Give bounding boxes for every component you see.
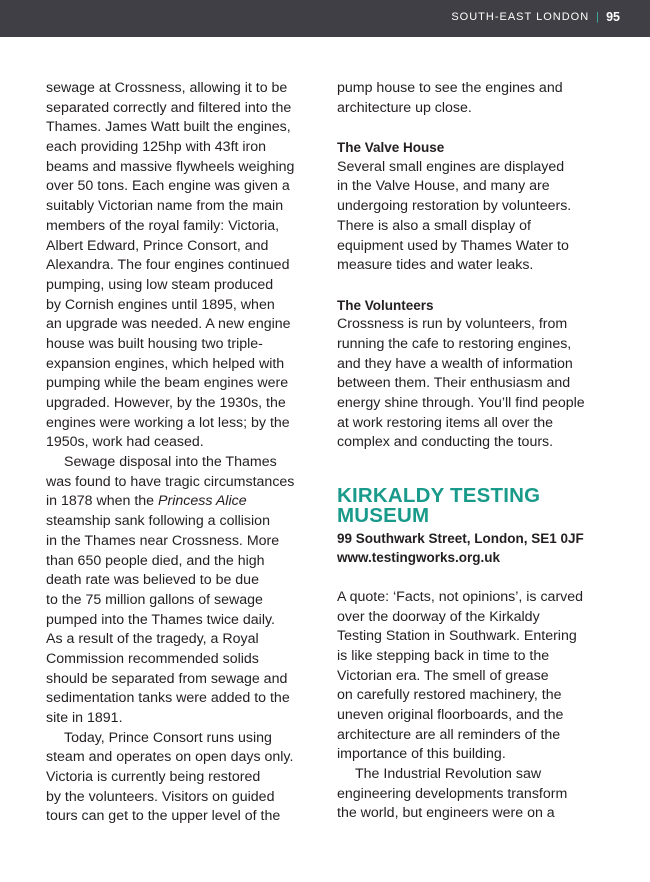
text-line: in the Valve House, and many are [337,178,550,195]
text-line: pumping while the beam engines were [46,375,289,392]
text-line: Several small engines are displayed [337,158,565,175]
spacer [337,568,627,588]
text-line: 1950s, work had ceased. [46,434,204,451]
text-line: engines were working a lot less; by the [46,414,290,431]
text-line: As a result of the tragedy, a Royal [46,631,259,648]
text-line: over 50 tons. Each engine was given a [46,178,290,195]
page-header [0,0,650,37]
spacer [337,118,627,138]
text-line [46,492,322,512]
ship-name: Princess Alice [158,493,247,510]
text-line: sewage at Crossness, allowing it to be [46,80,288,96]
text-line: pump house to see the engines and [337,80,563,96]
text-line: uneven original floorboards, and the [337,706,564,723]
paragraph-crossness-engines [46,79,322,453]
text-line: A quote: ‘Facts, not opinions’, is carved [337,588,584,605]
left-column [46,79,322,827]
museum-address: 99 Southwark Street, London, SE1 0JF [337,530,584,546]
text-line: Victorian era. The smell of grease [337,667,549,684]
text-line: There is also a small display of [337,217,531,234]
text-line: sedimentation tanks were added to the [46,690,290,707]
text-line: beams and massive flywheels weighing [46,158,295,175]
text-line: measure tides and water leaks. [337,257,534,274]
running-head [451,11,606,23]
text-line: at work restoring items all over the [337,414,554,431]
text-line: over the doorway of the Kirkaldy [337,608,540,625]
text-line: separated correctly and filtered into the [46,99,292,116]
paragraph-prince-consort [46,729,322,827]
text-line: an upgrade was needed. A new engine [46,316,291,333]
text-line: Albert Edward, Prince Consort, and [46,237,269,254]
text-line: should be separated from sewage and [46,670,288,687]
spacer [337,276,627,296]
text-line: the world, but engineers were on a [337,805,555,822]
text-line: steam and operates on open days only. [46,749,294,766]
text-line: tours can get to the upper level of the [46,808,281,825]
section-valve-house [337,138,627,276]
text-line: by the volunteers. Visitors on guided [46,788,275,805]
museum-title: KIRKALDY TESTING [337,483,541,507]
text-line: suitably Victorian name from the main [46,198,284,215]
text-line: in the Thames near Crossness. More [46,532,280,549]
museum-website[interactable]: www.testingworks.org.uk [337,550,501,566]
text-line: Sewage disposal into the Thames [64,454,277,471]
paragraph-princess-alice [46,453,322,729]
paragraph-continuation [337,79,627,118]
text-line: Thames. James Watt built the engines, [46,119,291,136]
text-line: steamship sank following a collision [46,513,270,530]
text-line: Today, Prince Consort runs using [64,729,272,746]
subheading: The Volunteers [337,297,434,313]
spacer [337,453,627,473]
text-line: members of the royal family: Victoria, [46,217,280,234]
right-column [337,79,627,824]
text-line: upgraded. However, by the 1930s, the [46,395,286,411]
text-line: Testing Station in Southwark. Entering [337,628,577,645]
text-line: complex and conducting the tours. [337,434,554,451]
text-line: pumped into the Thames twice daily. [46,611,275,628]
text-line: architecture up close. [337,99,472,116]
text-line: was found to have tragic circumstances [46,473,295,490]
text-line: The Industrial Revolution saw [355,766,542,782]
text-line: Alexandra. The four engines continued [46,257,290,274]
text-line: on carefully restored machinery, the [337,687,562,704]
text-line: Crossness is run by volunteers, from [337,316,568,333]
text-line: architecture are all reminders of the [337,726,561,743]
text-line: importance of this building. [337,746,506,763]
header-separator: | [596,11,600,23]
text-line: Commission recommended solids [46,650,259,667]
text-line: is like stepping back in time to the [337,647,550,664]
text-line: and they have a wealth of information [337,355,573,372]
text-line: between them. Their enthusiasm and [337,375,571,392]
section-kirkaldy-museum [337,483,627,824]
text-line: each providing 125hp with 43ft iron [46,139,267,156]
subheading: The Valve House [337,140,445,156]
text-line: to the 75 million gallons of sewage [46,591,263,608]
section-volunteers [337,296,627,454]
text-line: Victoria is currently being restored [46,769,261,786]
text-line: equipment used by Thames Water to [337,237,569,254]
text-line: house was built housing two triple- [46,335,263,352]
text-line: than 650 people died, and the high [46,552,265,569]
text-line: energy shine through. You’ll find people [337,395,585,411]
text-line: pumping, using low steam produced [46,276,274,293]
text-line: death rate was believed to be due [46,572,259,589]
text-line: by Cornish engines until 1895, when [46,296,275,313]
museum-title: MUSEUM [337,504,430,528]
text-line: undergoing restoration by volunteers. [337,198,572,215]
section-title: SOUTH-EAST LONDON [451,11,590,23]
text-line: expansion engines, which helped with [46,355,285,372]
text-line: engineering developments transform [337,785,568,802]
text-run: in 1878 when the [46,493,159,510]
text-line: site in 1891. [46,710,123,726]
text-line: running the cafe to restoring engines, [337,335,572,352]
page-number: 95 [606,10,620,24]
